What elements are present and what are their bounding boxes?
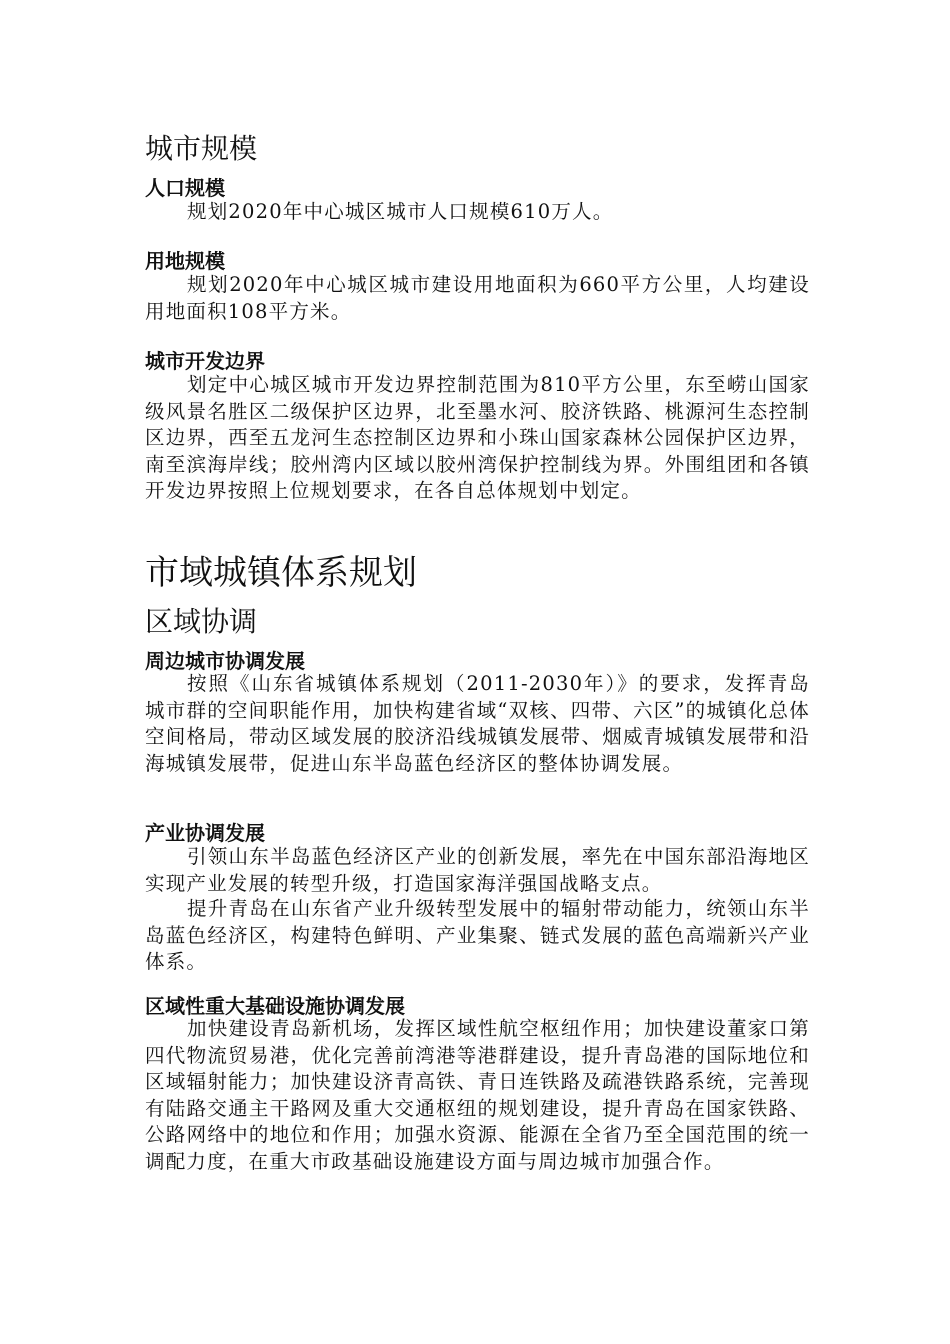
subsection-heading-industry: 产业协调发展 <box>145 821 265 845</box>
paragraph-industry-1: 引领山东半岛蓝色经济区产业的创新发展，率先在中国东部沿海地区实现产业发展的转型升级，打造国家海洋强国战略支点。 <box>145 845 810 895</box>
section-heading-regional-coordination: 区域协调 <box>145 605 258 638</box>
paragraph-land-use: 规划2020年中心城区城市建设用地面积为660平方公里，人均建设用地面积108平方米。 <box>145 273 810 323</box>
chapter-heading-urban-system: 市域城镇体系规划 <box>145 553 417 593</box>
paragraph-population: 规划2020年中心城区城市人口规模610万人。 <box>187 200 614 223</box>
subsection-heading-surrounding-cities: 周边城市协调发展 <box>145 649 305 673</box>
paragraph-industry-2: 提升青岛在山东省产业升级转型发展中的辐射带动能力，统领山东半岛蓝色经济区，构建特色鲜明、产业集聚、链式发展的蓝色高端新兴产业体系。 <box>145 897 810 973</box>
paragraph-development-boundary: 划定中心城区城市开发边界控制范围为810平方公里，东至崂山国家级风景名胜区二级保护区边界，北至墨水河、胶济铁路、桃源河生态控制区边界，西至五龙河生态控制区边界和小珠山国家森林公园保护区边界，南至滨海岸线；胶州湾内区域以胶州湾保护控制线为界。外围组团和各镇开发边界按照上位规划要求，在各自总体规划中划定。 <box>145 373 810 502</box>
subsection-heading-development-boundary: 城市开发边界 <box>145 349 265 373</box>
section-heading-city-scale: 城市规模 <box>145 132 258 165</box>
subsection-heading-population: 人口规模 <box>145 176 225 200</box>
document-page <box>145 0 810 1344</box>
subsection-heading-land-use: 用地规模 <box>145 249 225 273</box>
paragraph-infrastructure: 加快建设青岛新机场，发挥区域性航空枢纽作用；加快建设董家口第四代物流贸易港，优化完善前湾港等港群建设，提升青岛港的国际地位和区域辐射能力；加快建设济青高铁、青日连铁路及疏港铁路系统，完善现有陆路交通主干路网及重大交通枢纽的规划建设，提升青岛在国家铁路、公路网络中的地位和作用；加强水资源、能源在全省乃至全国范围的统一调配力度，在重大市政基础设施建设方面与周边城市加强合作。 <box>145 1017 810 1173</box>
subsection-heading-infrastructure: 区域性重大基础设施协调发展 <box>145 994 405 1018</box>
paragraph-surrounding-cities: 按照《山东省城镇体系规划（2011-2030年）》的要求，发挥青岛城市群的空间职能作用，加快构建省域“双核、四带、六区”的城镇化总体空间格局，带动区域发展的胶济沿线城镇发展带、烟威青城镇发展带和沿海城镇发展带，促进山东半岛蓝色经济区的整体协调发展。 <box>145 672 810 775</box>
